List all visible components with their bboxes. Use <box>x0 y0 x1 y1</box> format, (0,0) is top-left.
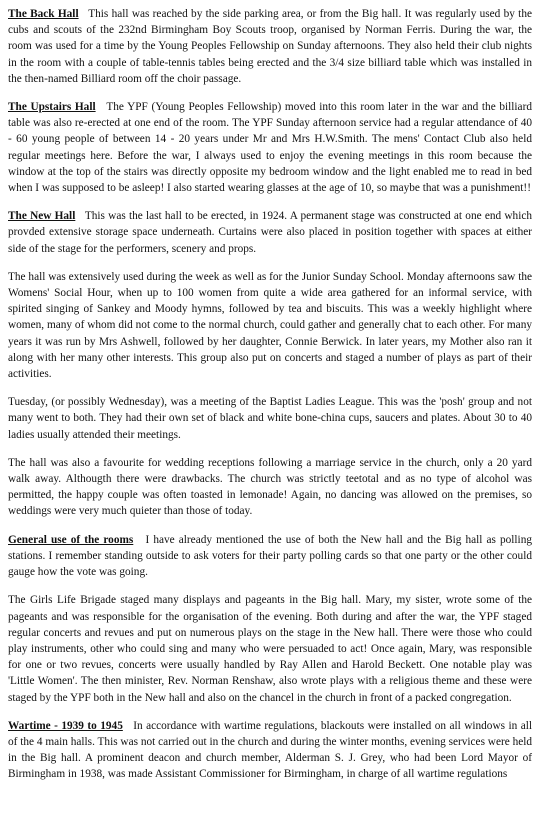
section-text: The Girls Life Brigade staged many displays and pageants in the Big hall. Mary, my sister, wrote some of the pageants and was responsible for the organisation of the evening. Both during and after the war, the YPF staged regular concerts and revues and put on numerous plays on the stage in the New hall. There were those who could play instruments, other who could sing and many who were persuaded to act! Once again, Mary, was responsible for one or two revues, concerts were usually handled by Ray Allen and Harold Beckett. One notable play was 'Little Women'. The then minister, Rev. Norman Renshaw, also wrote plays with a religious theme and these were staged by the YPF both in the New hall and also on the chancel in the church in front of a packed congregation. <box>8 594 532 704</box>
section-general-use <box>8 532 532 581</box>
section-heading: The Back Hall <box>8 8 79 20</box>
section-text: This hall was reached by the side parking area, or from the Big hall. It was regularly used by the cubs and scouts of the 232nd Birmingham Boy Scouts troop, organised by Norman Ferris. During the war, the room was used for a time by the Young Peoples Fellowship on Sunday afternoons. They also held their club nights in the room with a couple of table-tennis tables being erected and the 3/4 size billiard table which was installed in the then-named Billiard room off the choir passage. <box>8 8 532 85</box>
section-text: Tuesday, (or possibly Wednesday), was a meeting of the Baptist Ladies League. This was the 'posh' group and not many went to both. They had their own set of black and white bone-china cups, saucers and plates. About 30 to 40 ladies usually attended their meetings. <box>8 396 532 441</box>
section-heading: The New Hall <box>8 210 76 223</box>
section-text: The YPF (Young Peoples Fellowship) moved into this room later in the war and the billiard table was also re-erected at one end of the room. The YPF Sunday afternoon service had a regular attendance of 40 - 60 young people of between 14 - 20 years under Mr and Mrs H.W.Smith. The mens' Contact Club also held regular meetings here. Before the war, I always used to enjoy the evening meetings in this room because the window at the top of the stairs was directly opposite my bedroom window and the light enabled me to read in bed when I was supposed to be asleep! I also started wearing glasses at the age of 10, so maybe that was a punishment!! <box>8 101 532 195</box>
section-heading: Wartime - 1939 to 1945 <box>8 719 123 732</box>
paragraph-ladies-league <box>8 394 532 443</box>
section-text: This was the last hall to be erected, in 1924. A permanent stage was constructed at one end which provded extensive storage space underneath. Curtains were also placed in position together with spaces at either side of the stage for the performers, scenery and props. <box>8 210 532 255</box>
section-new-hall <box>8 208 532 257</box>
paragraph-wedding-receptions <box>8 455 532 520</box>
section-text: The hall was extensively used during the week as well as for the Junior Sunday School. Monday afternoons saw the Womens' Social Hour, when up to 100 women from quite a wide area gathered for an informal service, with spirited singing of Sankey and Moody hymns, followed by tea and biscuits. This was a weekly highlight where women, many of whom did not come to the normal church, could gather and generally chat to each other. For many years it was run by Mrs Ashwell, followed by her daughter, Connie Berwick. In later years, my Mother also ran it along with her many other interests. This group also put on concerts and staged a number of plays as part of their activities. <box>8 270 532 381</box>
section-text: I have already mentioned the use of both the New hall and the Big hall as polling stations. I remember standing outside to ask voters for their party polling cards so that one party or the other could gauge how the vote was going. <box>8 533 532 579</box>
section-text: The hall was also a favourite for wedding receptions following a marriage service in the church, only a 20 yard walk away. Althougth there were drawbacks. The church was strictly teetotal and as no type of alcohol was permitted, the happy couple was often toasted in lemonade! Again, no dancing was allowed on the premises, so weddings were very much quieter than those of today. <box>8 456 532 518</box>
paragraph-girls-life-brigade <box>8 592 532 705</box>
section-heading: General use of the rooms <box>8 533 134 546</box>
paragraph-new-hall-usage <box>8 269 532 382</box>
section-heading: The Upstairs Hall <box>8 101 96 114</box>
section-back-hall <box>8 6 532 87</box>
section-text: In accordance with wartime regulations, blackouts were installed on all windows in all of the 4 main halls. This was not carried out in the church and during the winter months, evening services were held in the Big hall. A prominent deacon and church member, Alderman S. J. Grey, who had been Lord Mayor of Birmingham in 1938, was made Assistant Commissioner for Birmingham, in charge of all wartime regulations <box>8 719 533 781</box>
section-wartime <box>8 718 532 783</box>
section-upstairs-hall <box>8 99 532 196</box>
